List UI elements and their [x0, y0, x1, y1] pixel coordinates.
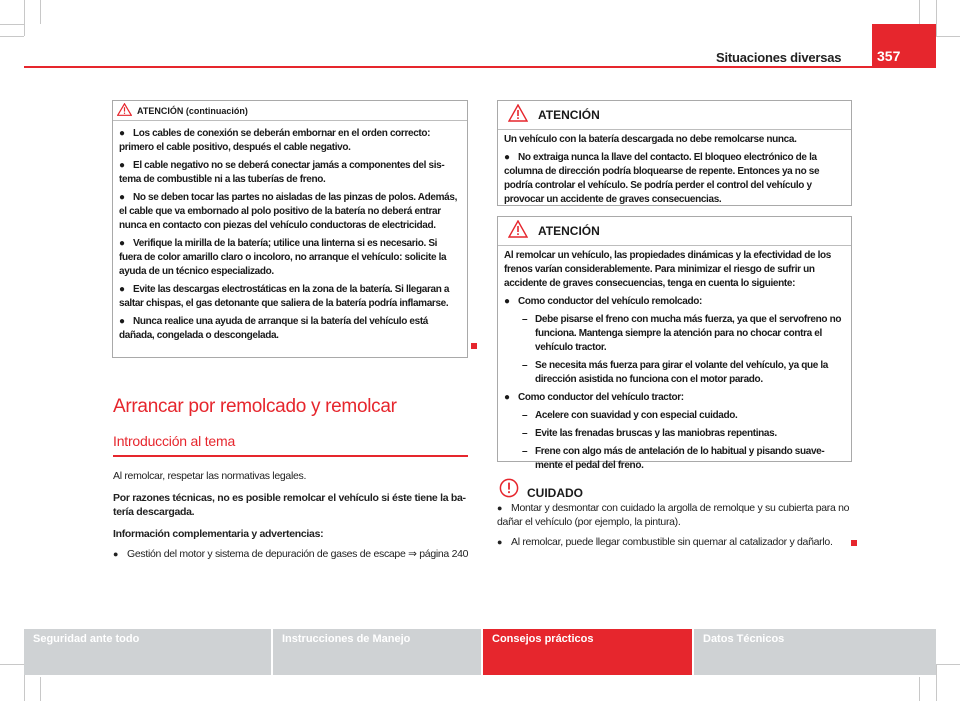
crop-mark	[919, 677, 920, 701]
section-rule	[113, 455, 468, 457]
paragraph-bold: Por razones técnicas, no es posible remolcar el vehículo si éste tiene la batería descargada.	[113, 492, 467, 518]
list-item: ● El cable negativo no se deberá conectar jamás a componentes del sistema de combustible ni a las tuberías de freno.	[119, 160, 445, 185]
bullet-glyph: ●	[504, 296, 510, 307]
list-item: ● Verifique la mirilla de la batería; utilice una linterna si es necesario. Si fuera de color amarillo claro o incoloro, no arranque el vehículo: solicite la ayuda de un técnico especializado.	[119, 238, 447, 277]
page-number: 357	[872, 24, 936, 66]
warning-box-header	[498, 101, 851, 130]
section-title: Arrancar por remolcado y remolcar	[113, 396, 397, 417]
footer-tab-instrucciones[interactable]: Instrucciones de Manejo	[273, 629, 481, 675]
footer-tab-seguridad[interactable]: Seguridad ante todo	[24, 629, 271, 675]
dash-glyph: –	[522, 410, 528, 421]
dash-glyph: –	[522, 446, 528, 457]
dash-glyph: –	[522, 314, 528, 325]
crop-mark	[936, 664, 937, 701]
bullet-glyph: ●	[119, 160, 125, 171]
section-end-marker	[851, 540, 857, 546]
crop-mark	[40, 0, 41, 24]
list-item: ● Evite las descargas electrostáticas en la zona de la batería. Si llegaran a saltar chispas, el gas detonante que saliera de la batería podría inflamarse.	[119, 284, 450, 309]
crop-mark	[0, 36, 24, 37]
paragraph: Al remolcar, respetar las normativas legales.	[113, 470, 307, 482]
warning-triangle-icon	[508, 104, 528, 126]
bullet-glyph: ●	[119, 128, 125, 139]
bullet-glyph: ●	[497, 537, 503, 547]
bullet-glyph: ●	[113, 549, 119, 559]
warning-triangle-icon	[117, 101, 132, 120]
warning-body: Al remolcar un vehículo, las propiedades dinámicas y la efectividad de los frenos varían considerablemente. Para minimizar el riesgo de sufrir un accidente de graves consecuencias, tenga en cuenta lo siguiente: ● Como conductor del vehículo remolcado: – Debe pisarse el freno con mucha más fuerza, ya que el servofreno no funciona. Mantenga siempre la atención para no chocar contra el vehículo tractor. – Se necesita más fuerza para girar el volante del vehículo, ya que la dirección asistida no funciona con el motor parado. ● Como conductor del vehículo tractor: – Acelere con suavidad y con especial cuidado. – Evite las frenadas bruscas y las maniobras repentinas. – Frene con algo más de antelación de lo habitual y pisando suavemente el pedal del freno.	[498, 246, 851, 479]
dash-glyph: –	[522, 360, 528, 371]
warning-box-1	[497, 100, 852, 206]
crop-mark	[936, 0, 937, 36]
list-item: ● Al remolcar, puede llegar combustible sin quemar al catalizador y dañarlo.	[497, 536, 833, 548]
crop-mark	[919, 0, 920, 24]
dash-item: – Debe pisarse el freno con mucha más fuerza, ya que el servofreno no funciona. Mantenga siempre la atención para no chocar contra el vehículo tractor.	[522, 314, 842, 353]
dash-item: – Acelere con suavidad y con especial cuidado.	[522, 410, 738, 421]
section-body	[113, 469, 471, 569]
bullet-glyph: ●	[119, 192, 125, 203]
dash-item: – Evite las frenadas bruscas y las maniobras repentinas.	[522, 428, 777, 439]
list-item: ● Como conductor del vehículo remolcado:	[504, 296, 702, 307]
warning-box-header	[113, 101, 467, 121]
dash-item: – Frene con algo más de antelación de lo habitual y pisando suavemente el pedal del freno.	[522, 446, 825, 471]
dash-item: – Se necesita más fuerza para girar el volante del vehículo, ya que la dirección asistida no funciona con el motor parado.	[522, 360, 829, 385]
crop-mark	[0, 24, 24, 25]
list-item: ● Nunca realice una ayuda de arranque si la batería del vehículo está dañada, congelada o descongelada.	[119, 316, 429, 341]
page-header-title: Situaciones diversas	[716, 50, 842, 65]
section-subtitle: Introducción al tema	[113, 433, 236, 449]
warning-box-2	[497, 216, 852, 471]
list-item: ● No extraiga nunca la llave del contacto. El bloqueo electrónico de la columna de dirección podría bloquearse de repente. Entonces ya no se podría controlar el vehículo. Se podría perder el control del vehículo y provocar un accidente de graves consecuencias.	[504, 152, 820, 205]
header-rule	[24, 66, 936, 68]
warning-title: ATENCIÓN	[538, 108, 600, 122]
warning-body	[113, 121, 467, 349]
bullet-glyph: ●	[497, 503, 503, 513]
caution-icon	[499, 478, 519, 502]
bullet-glyph: ●	[504, 152, 510, 163]
warning-title: ATENCIÓN	[538, 224, 600, 238]
footer-tab-datos[interactable]: Datos Técnicos	[694, 629, 936, 675]
bullet-glyph: ●	[504, 392, 510, 403]
list-item: ● Gestión del motor y sistema de depuración de gases de escape ⇒ página 240	[113, 548, 469, 560]
warning-title: ATENCIÓN (continuación)	[137, 105, 248, 116]
dash-glyph: –	[522, 428, 528, 439]
caution-header	[499, 478, 583, 502]
crop-mark	[936, 36, 960, 37]
bullet-glyph: ●	[119, 284, 125, 295]
warning-body: Un vehículo con la batería descargada no debe remolcarse nunca. ● No extraiga nunca la llave del contacto. El bloqueo electrónico de la columna de dirección podría bloquearse de repente. Entonces ya no se podría controlar el vehículo. Se podría perder el control del vehículo y provocar un accidente de graves consecuencias.	[498, 130, 851, 213]
list-item: ● Montar y desmontar con cuidado la argolla de remolque y su cubierta para no dañar el vehículo (por ejemplo, la pintura).	[497, 502, 850, 528]
caution-title: CUIDADO	[527, 486, 583, 500]
warning-box-continued	[112, 100, 468, 358]
bullet-glyph: ●	[119, 238, 125, 249]
warning-triangle-icon	[508, 220, 528, 242]
warning-box-header	[498, 217, 851, 246]
list-item: ● Como conductor del vehículo tractor:	[504, 392, 684, 403]
list-item: ● No se deben tocar las partes no aisladas de las pinzas de polos. Además, el cable que va embornado al polo positivo de la batería no deberá entrar nunca en contacto con piezas del vehículo conductoras de electricidad.	[119, 192, 457, 231]
crop-mark	[0, 664, 24, 665]
crop-mark	[40, 677, 41, 701]
list-item: ● Los cables de conexión se deberán embornar en el orden correcto: primero el cable positivo, después el cable negativo.	[119, 128, 431, 153]
bullet-glyph: ●	[119, 316, 125, 327]
paragraph-bold: Información complementaria y advertencias:	[113, 528, 324, 540]
section-end-marker	[471, 343, 477, 349]
footer-tab-consejos[interactable]: Consejos prácticos	[483, 629, 692, 675]
crop-mark	[936, 664, 960, 665]
crop-mark	[24, 0, 25, 36]
caution-body	[497, 501, 853, 557]
